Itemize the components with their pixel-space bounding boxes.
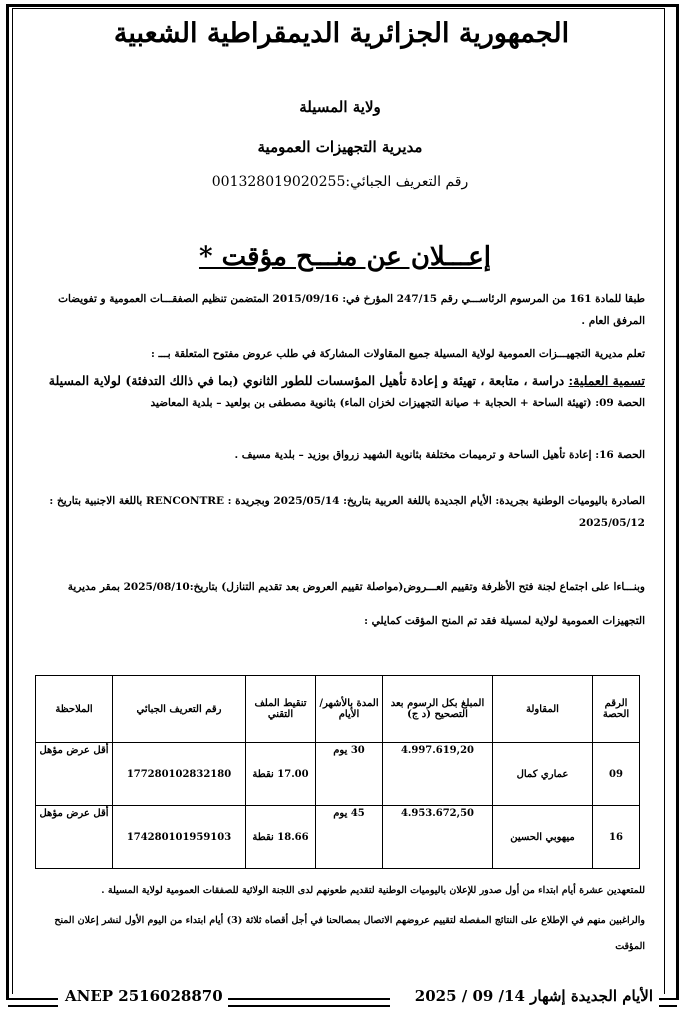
operation-line	[30, 370, 645, 392]
cell-lot: 16	[593, 806, 640, 869]
cell-technical-score: 17.00 نقطة	[246, 743, 316, 806]
cell-contractor: عماري كمال	[493, 743, 593, 806]
wilaya-name: ولاية المسيلة	[299, 98, 381, 116]
col-lot: الرقم الحصة	[593, 676, 640, 743]
cell-contractor: ميهوبي الحسين	[493, 806, 593, 869]
operation-name: دراسة ، متابعة ، تهيئة و إعادة تأهيل المؤسسات للطور الثانوي (بما في ذالك التدفئة) لولاية المسيلة	[48, 373, 569, 388]
publication-reference: الصادرة باليوميات الوطنية بجريدة: الأيام الجديدة باللغة العربية بتاريخ: 2025/05/14 وبجريدة : RENCONTRE باللغة الاجنبية بتاريخ : 2025/05/12	[49, 495, 645, 529]
directorate-name: مديرية التجهيزات العمومية	[257, 138, 423, 156]
col-tax-id: رقم التعريف الجبائي	[113, 676, 246, 743]
announcement-title: إعـــلان عن منـــح مؤقت *	[198, 242, 492, 272]
cell-technical-score: 18.66 نقطة	[246, 806, 316, 869]
footer-rule	[8, 998, 58, 1007]
cell-tax-id: 174280101959103	[113, 806, 246, 869]
col-duration: المدة بالأشهر/ الأيام	[316, 676, 383, 743]
lot-16: الحصة 16: إعادة تأهيل الساحة و ترميمات مختلفة بثانوية الشهيد زرواق بوزيد – بلدية مسيف .	[234, 449, 645, 461]
cell-amount: 4.953.672,50	[383, 806, 493, 869]
table-header-row	[36, 676, 640, 743]
publication-date: الأيام الجديدة إشهار 14/ 09 / 2025	[414, 987, 653, 1005]
col-technical-score: تنقيط الملف التقني	[246, 676, 316, 743]
col-contractor: المقاولة	[493, 676, 593, 743]
cell-amount: 4.997.619,20	[383, 743, 493, 806]
cell-lot: 09	[593, 743, 640, 806]
results-note: والراغبين منهم في الإطلاع على النتائج المفصلة لتقييم عروضهم الاتصال بمصالحنا في أجل أقصاه ثلاثة (3) أيام ابتداء من اليوم الأول لنشر إعلان المنح المؤقت	[54, 915, 645, 952]
lot-09: الحصة 09: (تهيئة الساحة + الحجابة + صيانة التجهيزات لخزان الماء) بثانوية مصطفى بن بولعيد – بلدية المعاضيد	[150, 397, 645, 409]
anep-reference: ANEP 2516028870	[65, 987, 223, 1005]
award-table	[35, 675, 640, 869]
cell-tax-id: 177280102832180	[113, 743, 246, 806]
tax-id: 001328019020255	[211, 174, 346, 190]
committee-paragraph: وبنـــاءا على اجتماع لجنة فتح الأظرفة وتقييم العـــروض(مواصلة تقييم العروض بعد تقديم التنازل) بتاريخ:2025/08/10 بمقر مديرية التجهيزات العمومية لولاية لمسيلة فقد تم المنح المؤقت كمايلي :	[67, 581, 645, 627]
col-amount: المبلغ بكل الرسوم بعد التصحيح (د ج)	[383, 676, 493, 743]
intro-paragraph: تعلم مديرية التجهيـــزات العمومية لولاية المسيلة جميع المقاولات المشاركة في طلب عروض مفتوح المتعلقة بـــ :	[151, 348, 645, 360]
col-remark: الملاحظة	[36, 676, 113, 743]
footer-rule	[659, 998, 677, 1007]
country-title: الجمهورية الجزائرية الديمقراطية الشعبية	[113, 18, 570, 49]
cell-duration: 45 يوم	[316, 806, 383, 869]
appeal-note: للمتعهدين عشرة أيام ابتداء من أول صدور للإعلان باليوميات الوطنية لتقديم طعونهم لدى اللجنة الولائية للصفقات العمومية لولاية المسيلة .	[101, 885, 645, 896]
table-row	[36, 806, 640, 869]
operation-label: تسمية العملية:	[568, 373, 645, 388]
tax-id-line	[200, 174, 480, 190]
tax-id-label: رقم التعريف الجبائي:	[345, 174, 469, 190]
cell-duration: 30 يوم	[316, 743, 383, 806]
footer-rule	[228, 998, 390, 1007]
table-row	[36, 743, 640, 806]
cell-remark: أقل عرض مؤهل	[36, 806, 113, 869]
cell-remark: أقل عرض مؤهل	[36, 743, 113, 806]
legal-basis: طبقا للمادة 161 من المرسوم الرئاســـي رقم 247/15 المؤرخ في: 2015/09/16 المتضمن تنظيم الصفقـــات العمومية و تفويضات المرفق العام .	[58, 293, 645, 327]
footer	[0, 985, 683, 1013]
